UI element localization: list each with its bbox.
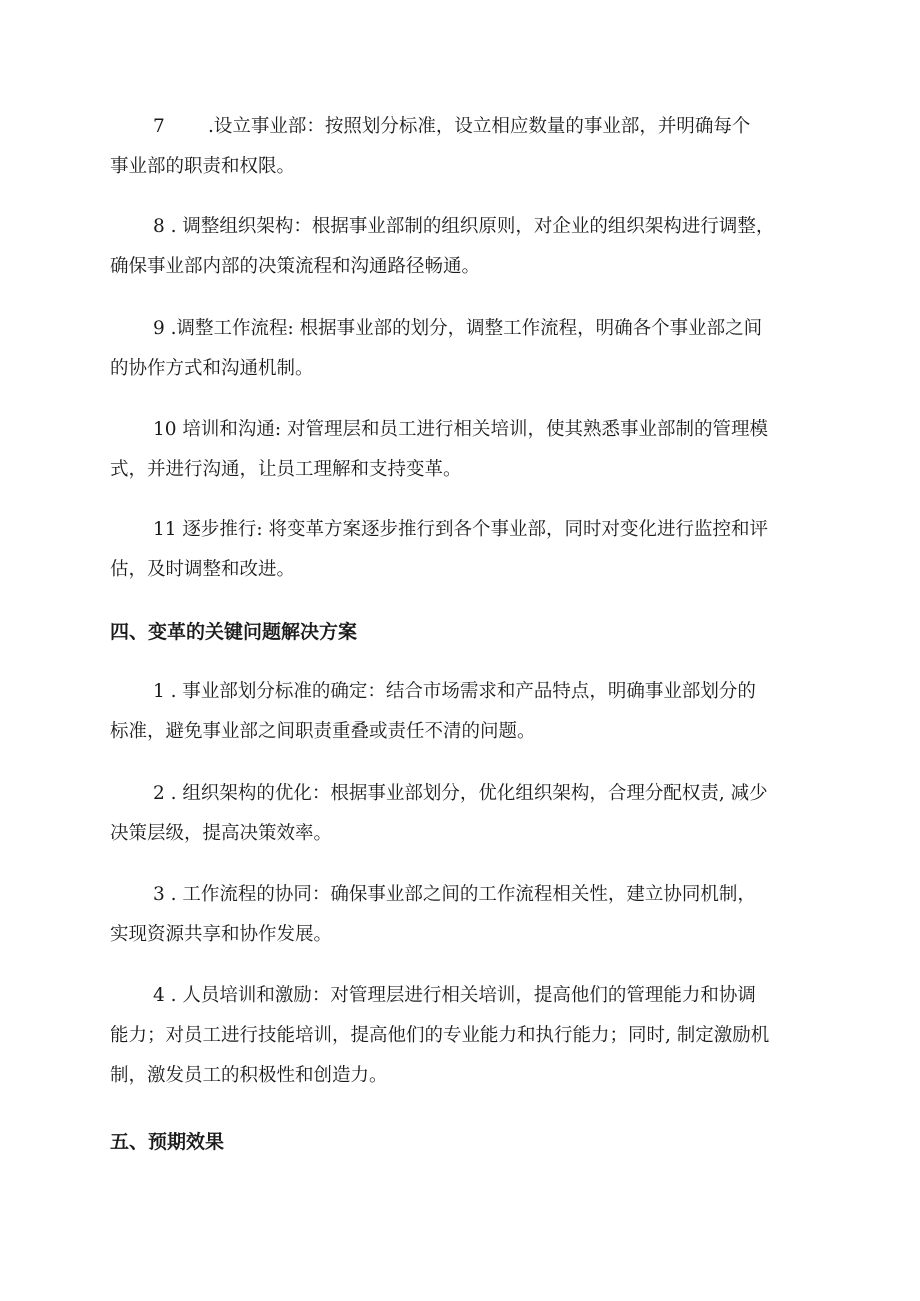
list-item-line: 实现资源共享和协作发展。 xyxy=(110,924,333,945)
list-item-1 xyxy=(110,672,825,752)
list-item-line: 制，激发员工的积极性和创造力。 xyxy=(110,1065,388,1086)
item-number: 9 xyxy=(153,318,165,339)
list-item-line: 的协作方式和沟通机制。 xyxy=(110,358,314,379)
item-text: 逐步推行: 将变革方案逐步推行到各个事业部，同时对变化进行监控和评 xyxy=(176,519,769,540)
item-text: . 工作流程的协同：确保事业部之间的工作流程相关性，建立协同机制， xyxy=(164,884,756,905)
list-item-line xyxy=(110,207,825,247)
section-heading-4: 四、变革的关键问题解决方案 xyxy=(110,621,358,643)
item-text: .调整工作流程: 根据事业部的划分，调整工作流程，明确各个事业部之间 xyxy=(164,318,763,339)
list-item-line xyxy=(110,410,825,450)
list-item-line: 事业部的职责和权限。 xyxy=(110,156,296,177)
item-number: 4 xyxy=(153,985,165,1006)
list-item-line xyxy=(110,875,825,915)
list-item-line xyxy=(110,976,825,1016)
list-item-line xyxy=(110,309,825,349)
list-item-3 xyxy=(110,875,825,955)
list-item-8 xyxy=(110,207,825,287)
item-text: . 事业部划分标准的确定：结合市场需求和产品特点，明确事业部划分的 xyxy=(164,681,756,702)
list-item-line: 估，及时调整和改进。 xyxy=(110,559,296,580)
item-number: 11 xyxy=(153,519,177,540)
item-text: .设立事业部：按照划分标准，设立相应数量的事业部，并明确每个 xyxy=(208,116,751,137)
item-text: . 调整组织架构：根据事业部制的组织原则，对企业的组织架构进行调整， xyxy=(164,216,775,237)
list-item-line xyxy=(110,672,825,712)
list-item-9 xyxy=(110,309,825,389)
item-number: 10 xyxy=(153,419,177,440)
item-number: 2 xyxy=(153,783,165,804)
list-item-4 xyxy=(110,976,825,1096)
item-number: 3 xyxy=(153,884,165,905)
item-number: 1 xyxy=(153,681,165,702)
list-item-7 xyxy=(110,107,825,187)
item-number: 8 xyxy=(153,216,165,237)
item-number: 7 xyxy=(153,116,165,137)
list-item-2 xyxy=(110,774,825,854)
list-item-11 xyxy=(110,510,825,590)
list-item-10 xyxy=(110,410,825,490)
list-item-line xyxy=(110,774,825,814)
item-text: . 组织架构的优化：根据事业部划分，优化组织架构，合理分配权责, 减少 xyxy=(164,783,768,804)
list-item-line xyxy=(110,510,825,550)
list-item-line: 确保事业部内部的决策流程和沟通路径畅通。 xyxy=(110,256,481,277)
item-text: . 人员培训和激励：对管理层进行相关培训，提高他们的管理能力和协调 xyxy=(164,985,756,1006)
list-item-line: 标准，避免事业部之间职责重叠或责任不清的问题。 xyxy=(110,721,536,742)
list-item-line xyxy=(110,107,825,147)
item-text: 培训和沟通: 对管理层和员工进行相关培训，使其熟悉事业部制的管理模 xyxy=(176,419,769,440)
list-item-line: 决策层级，提高决策效率。 xyxy=(110,823,333,844)
list-item-line: 能力；对员工进行技能培训，提高他们的专业能力和执行能力；同时, 制定激励机 xyxy=(110,1025,770,1046)
list-item-line: 式，并进行沟通，让员工理解和支持变革。 xyxy=(110,459,462,480)
section-heading-5: 五、预期效果 xyxy=(110,1131,225,1153)
